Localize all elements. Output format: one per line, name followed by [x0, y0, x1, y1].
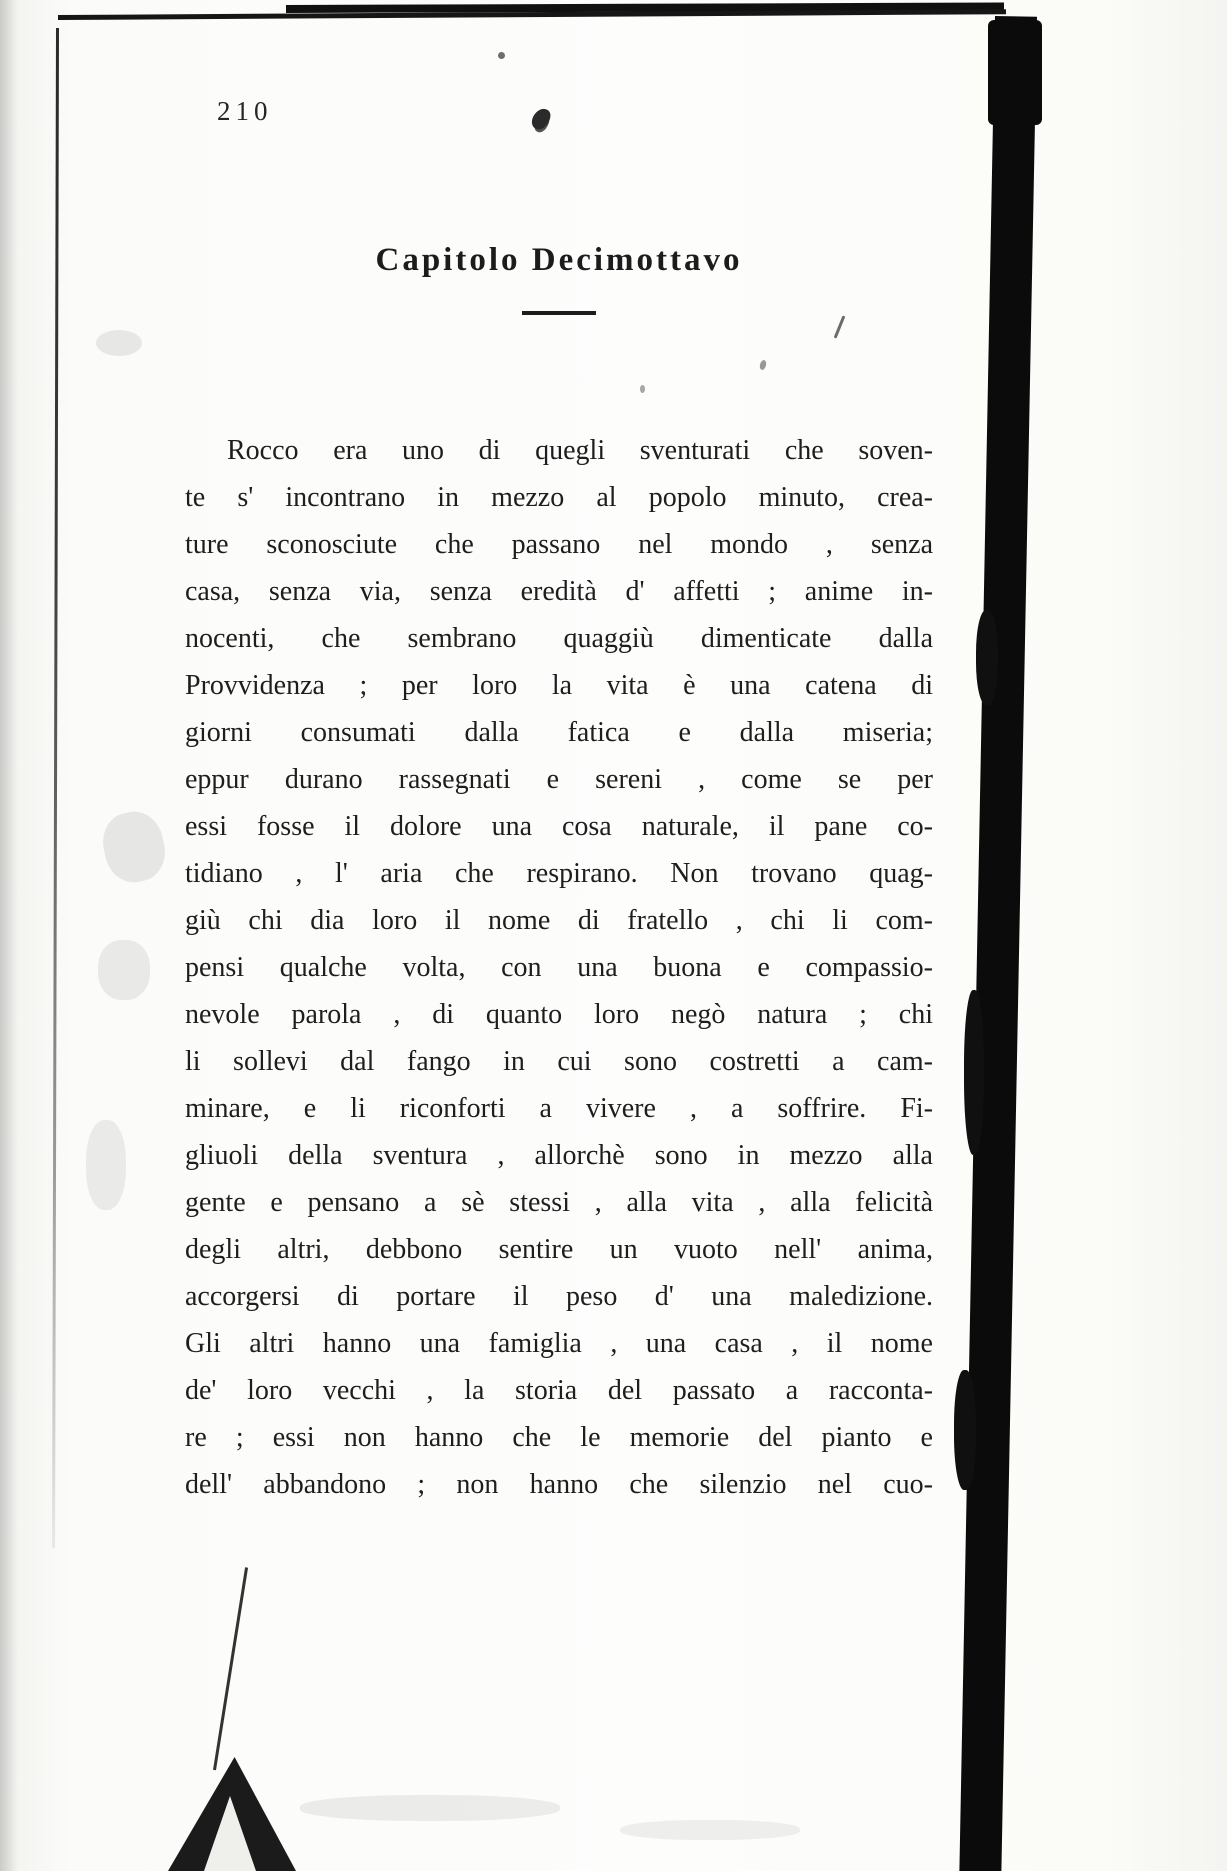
- text-line: tidiano , l' aria che respirano. Non trovano quag-: [185, 858, 933, 889]
- text-line: Rocco era uno di quegli sventurati che soven-: [227, 435, 933, 466]
- text-line: degli altri, debbono sentire un vuoto nell' anima,: [185, 1234, 933, 1265]
- text-line: re ; essi non hanno che le memorie del pianto e: [185, 1422, 933, 1453]
- scan-left-border: [52, 28, 59, 1548]
- smudge: [98, 940, 150, 1000]
- text-line: essi fosse il dolore una cosa naturale, il pane co-: [185, 811, 933, 842]
- scan-binding-blob-2: [964, 990, 984, 1155]
- text-line: li sollevi dal fango in cui sono costretti a cam-: [185, 1046, 933, 1077]
- page-content: [185, 242, 933, 1508]
- smudge: [620, 1820, 800, 1840]
- text-line: casa, senza via, senza eredità d' affetti ; anime in-: [185, 576, 933, 607]
- text-line: gente e pensano a sè stessi , alla vita , alla felicità: [185, 1187, 933, 1218]
- smudge: [97, 807, 170, 888]
- scan-binding-edge-blob: [988, 20, 1042, 125]
- smudge: [86, 1120, 126, 1210]
- page-number: 210: [217, 96, 273, 126]
- smudge: [96, 330, 142, 356]
- scan-binding-edge: [959, 16, 1037, 1871]
- text-line: eppur durano rassegnati e sereni , come se per: [185, 764, 933, 795]
- section-rule: [522, 311, 596, 315]
- text-line: gliuoli della sventura , allorchè sono in mezzo alla: [185, 1140, 933, 1171]
- text-line: minare, e li riconforti a vivere , a soffrire. Fi-: [185, 1093, 933, 1124]
- page-fold-line: [213, 1567, 248, 1770]
- text-line: Provvidenza ; per loro la vita è una catena di: [185, 670, 933, 701]
- smudge: [300, 1795, 560, 1821]
- text-line: te s' incontrano in mezzo al popolo minuto, crea-: [185, 482, 933, 513]
- text-line: nevole parola , di quanto loro negò natura ; chi: [185, 999, 933, 1030]
- text-line: ture sconosciute che passano nel mondo , senza: [185, 529, 933, 560]
- text-line: dell' abbandono ; non hanno che silenzio nel cuo-: [185, 1469, 933, 1500]
- scan-binding-blob-1: [976, 610, 998, 705]
- speck: [498, 52, 505, 59]
- scan-left-edge-shade: [0, 0, 18, 1871]
- text-line: pensi qualche volta, con una buona e compassio-: [185, 952, 933, 983]
- ink-blot: [529, 106, 553, 133]
- text-line: Gli altri hanno una famiglia , una casa , il nome: [185, 1328, 933, 1359]
- text-line: giorni consumati dalla fatica e dalla miseria;: [185, 717, 933, 748]
- text-line: nocenti, che sembrano quaggiù dimenticate dalla: [185, 623, 933, 654]
- text-line: de' loro vecchi , la storia del passato a racconta-: [185, 1375, 933, 1406]
- text-line: giù chi dia loro il nome di fratello , chi li com-: [185, 905, 933, 936]
- body-text: [185, 427, 933, 1508]
- chapter-title: Capitolo Decimottavo: [375, 242, 743, 278]
- text-line: accorgersi di portare il peso d' una maledizione.: [185, 1281, 933, 1312]
- scan-binding-blob-3: [954, 1370, 976, 1490]
